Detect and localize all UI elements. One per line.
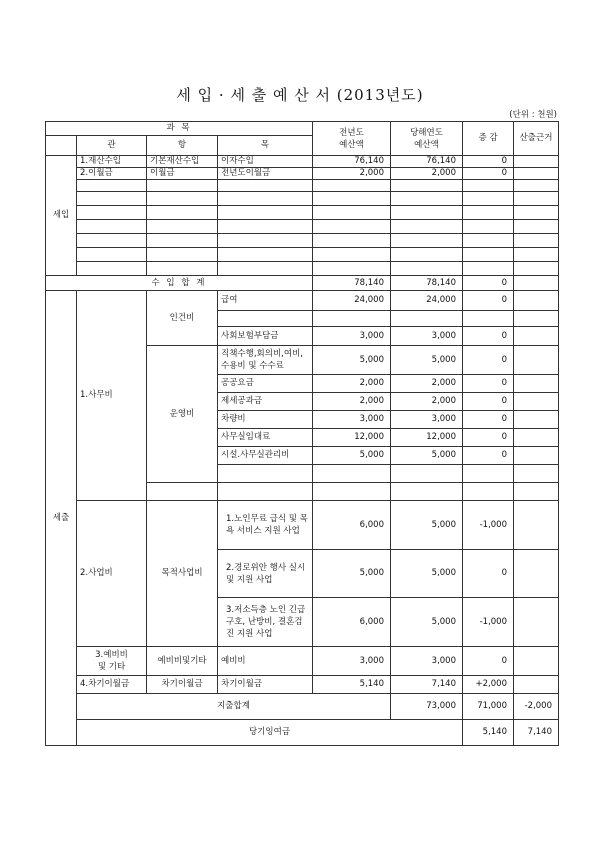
expense-curr-event: 5,000 bbox=[391, 550, 463, 598]
header-curr-year-line1: 당해연도 bbox=[410, 127, 443, 138]
empty-cell bbox=[77, 248, 147, 262]
revenue-total-diff: 0 bbox=[463, 276, 514, 291]
header-mok: 목 bbox=[218, 136, 313, 156]
empty-cell bbox=[463, 465, 514, 483]
header-change: 증 감 bbox=[463, 122, 514, 156]
empty-cell bbox=[463, 311, 514, 327]
expense-total-label: 지출합계 bbox=[77, 694, 391, 720]
surplus-prev: 5,140 bbox=[463, 720, 514, 746]
empty-cell bbox=[313, 483, 391, 501]
expense-mok-duty: 직책수행,회의비,여비,수용비 및 수수료 bbox=[218, 346, 313, 375]
header-prev-year bbox=[313, 122, 391, 156]
revenue-mok-1: 이자수입 bbox=[218, 156, 313, 168]
revenue-total-basis bbox=[514, 276, 559, 291]
expense-diff-salary: 0 bbox=[463, 291, 514, 311]
empty-cell bbox=[313, 262, 391, 276]
empty-cell bbox=[463, 483, 514, 501]
expense-diff-facility: 0 bbox=[463, 447, 514, 465]
expense-prev-tax: 2,000 bbox=[313, 393, 391, 411]
expense-prev-event: 5,000 bbox=[313, 550, 391, 598]
empty-cell bbox=[514, 327, 559, 346]
empty-cell bbox=[463, 192, 514, 206]
empty-cell bbox=[147, 220, 218, 234]
empty-cell bbox=[514, 234, 559, 248]
empty-cell bbox=[391, 248, 463, 262]
expense-total-prev: 73,000 bbox=[391, 694, 463, 720]
expense-diff-tax: 0 bbox=[463, 393, 514, 411]
revenue-basis-2 bbox=[514, 168, 559, 180]
empty-cell bbox=[218, 206, 313, 220]
revenue-basis-1 bbox=[514, 156, 559, 168]
expense-curr-meal: 5,000 bbox=[391, 501, 463, 550]
empty-cell bbox=[391, 465, 463, 483]
empty-cell bbox=[147, 234, 218, 248]
expense-mok-reserve: 예비비 bbox=[218, 647, 313, 676]
expense-diff-rent: 0 bbox=[463, 429, 514, 447]
unit-note: (단위 : 천원) bbox=[509, 110, 557, 120]
expense-curr-utility: 2,000 bbox=[391, 375, 463, 393]
revenue-diff-1: 0 bbox=[463, 156, 514, 168]
expense-hang-project: 목적사업비 bbox=[147, 501, 218, 647]
header-subject: 과 목 bbox=[46, 122, 313, 136]
empty-cell bbox=[514, 375, 559, 393]
empty-cell bbox=[147, 262, 218, 276]
empty-cell bbox=[77, 192, 147, 206]
expense-label: 세출 bbox=[46, 291, 77, 746]
expense-mok-vehicle: 차량비 bbox=[218, 411, 313, 429]
empty-cell bbox=[514, 346, 559, 375]
expense-mok-carry: 차기이월금 bbox=[218, 676, 313, 694]
revenue-prev-1: 76,140 bbox=[313, 156, 391, 168]
empty-cell bbox=[514, 393, 559, 411]
header-hang: 항 bbox=[147, 136, 218, 156]
expense-hang-operation: 운영비 bbox=[147, 346, 218, 483]
empty-cell bbox=[313, 180, 391, 192]
header-curr-year-line2: 예산액 bbox=[414, 139, 439, 150]
empty-cell bbox=[463, 248, 514, 262]
revenue-prev-2: 2,000 bbox=[313, 168, 391, 180]
expense-prev-vehicle: 3,000 bbox=[313, 411, 391, 429]
expense-prev-salary: 24,000 bbox=[313, 291, 391, 311]
expense-mok-insurance: 사회보험부담금 bbox=[218, 327, 313, 346]
empty-cell bbox=[463, 206, 514, 220]
empty-cell bbox=[147, 206, 218, 220]
expense-curr-salary: 24,000 bbox=[391, 291, 463, 311]
expense-mok-rent: 사무실임대료 bbox=[218, 429, 313, 447]
empty-cell bbox=[218, 180, 313, 192]
header-prev-year-line1: 전년도 bbox=[339, 127, 364, 138]
empty-cell bbox=[218, 234, 313, 248]
expense-diff-carry: +2,000 bbox=[463, 676, 514, 694]
header-prev-year-line2: 예산액 bbox=[339, 139, 364, 150]
empty-cell bbox=[514, 429, 559, 447]
expense-diff-utility: 0 bbox=[463, 375, 514, 393]
expense-gwan-project: 2.사업비 bbox=[77, 501, 147, 647]
expense-curr-relief: 5,000 bbox=[391, 598, 463, 647]
expense-prev-reserve: 3,000 bbox=[313, 647, 391, 676]
empty-cell bbox=[218, 192, 313, 206]
expense-diff-event: 0 bbox=[463, 550, 514, 598]
expense-mok-facility: 시설.사무실관리비 bbox=[218, 447, 313, 465]
empty-cell bbox=[313, 311, 391, 327]
empty-cell bbox=[391, 262, 463, 276]
empty-cell bbox=[391, 311, 463, 327]
expense-prev-duty: 5,000 bbox=[313, 346, 391, 375]
revenue-total-label: 수 입 합 계 bbox=[46, 276, 313, 291]
empty-cell bbox=[313, 192, 391, 206]
revenue-label: 세입 bbox=[46, 156, 77, 276]
empty-cell bbox=[514, 647, 559, 676]
expense-total-curr: 71,000 bbox=[463, 694, 514, 720]
empty-cell bbox=[218, 483, 313, 501]
empty-cell bbox=[463, 180, 514, 192]
empty-cell bbox=[463, 220, 514, 234]
empty-cell bbox=[391, 206, 463, 220]
empty-cell bbox=[77, 234, 147, 248]
expense-hang-carry: 차기이월금 bbox=[147, 676, 218, 694]
empty-cell bbox=[218, 248, 313, 262]
expense-prev-meal: 6,000 bbox=[313, 501, 391, 550]
expense-diff-insurance: 0 bbox=[463, 327, 514, 346]
header-curr-year bbox=[391, 122, 463, 156]
empty-cell bbox=[391, 483, 463, 501]
expense-curr-tax: 2,000 bbox=[391, 393, 463, 411]
empty-cell bbox=[514, 192, 559, 206]
empty-cell bbox=[313, 234, 391, 248]
empty-cell bbox=[147, 248, 218, 262]
revenue-diff-2: 0 bbox=[463, 168, 514, 180]
revenue-hang-2: 이월금 bbox=[147, 168, 218, 180]
empty-cell bbox=[514, 676, 559, 694]
empty-cell bbox=[313, 465, 391, 483]
empty-cell bbox=[514, 483, 559, 501]
expense-gwan-carry: 4.차기이월금 bbox=[77, 676, 147, 694]
empty-cell bbox=[77, 206, 147, 220]
expense-hang-personnel: 인건비 bbox=[147, 291, 218, 346]
empty-cell bbox=[514, 311, 559, 327]
expense-prev-insurance: 3,000 bbox=[313, 327, 391, 346]
empty-cell bbox=[313, 220, 391, 234]
revenue-hang-1: 기본재산수입 bbox=[147, 156, 218, 168]
expense-gwan-office: 1.사무비 bbox=[77, 291, 147, 501]
empty-cell bbox=[77, 220, 147, 234]
empty-cell bbox=[514, 248, 559, 262]
header-basis: 산출근거 bbox=[514, 122, 559, 156]
empty-cell bbox=[77, 180, 147, 192]
expense-prev-carry: 5,140 bbox=[313, 676, 391, 694]
empty-cell bbox=[391, 192, 463, 206]
expense-total-diff: -2,000 bbox=[514, 694, 559, 720]
header-gwan: 관 bbox=[77, 136, 147, 156]
surplus-label: 당기잉여금 bbox=[77, 720, 463, 746]
surplus-curr: 7,140 bbox=[514, 720, 559, 746]
expense-prev-relief: 6,000 bbox=[313, 598, 391, 647]
empty-cell bbox=[514, 550, 559, 598]
revenue-mok-2: 전년도이월금 bbox=[218, 168, 313, 180]
expense-hang-reserve: 예비비및기타 bbox=[147, 647, 218, 676]
expense-curr-vehicle: 3,000 bbox=[391, 411, 463, 429]
revenue-curr-1: 76,140 bbox=[391, 156, 463, 168]
expense-curr-carry: 7,140 bbox=[391, 676, 463, 694]
empty-cell bbox=[218, 262, 313, 276]
empty-cell bbox=[147, 192, 218, 206]
budget-table bbox=[45, 121, 559, 746]
revenue-total-prev: 78,140 bbox=[313, 276, 391, 291]
empty-cell bbox=[463, 234, 514, 248]
revenue-gwan-2: 2.이월금 bbox=[77, 168, 147, 180]
empty-cell bbox=[514, 291, 559, 311]
revenue-curr-2: 2,000 bbox=[391, 168, 463, 180]
expense-mok-tax: 제세공과금 bbox=[218, 393, 313, 411]
empty-cell bbox=[463, 262, 514, 276]
empty-cell bbox=[391, 234, 463, 248]
empty-cell bbox=[514, 220, 559, 234]
revenue-total-curr: 78,140 bbox=[391, 276, 463, 291]
empty-cell bbox=[391, 180, 463, 192]
empty-cell bbox=[514, 206, 559, 220]
empty-cell bbox=[218, 220, 313, 234]
expense-mok-event: 2.경로위안 행사 실시 및 지원 사업 bbox=[218, 550, 313, 598]
expense-prev-utility: 2,000 bbox=[313, 375, 391, 393]
expense-curr-reserve: 3,000 bbox=[391, 647, 463, 676]
empty-cell bbox=[514, 501, 559, 550]
expense-curr-facility: 5,000 bbox=[391, 447, 463, 465]
document-title: 세 입 · 세 출 예 산 서 (2013년도) bbox=[176, 86, 424, 104]
expense-gwan-reserve: 3.예비비 및 기타 bbox=[77, 647, 147, 676]
header-blank bbox=[46, 136, 77, 156]
empty-cell bbox=[147, 483, 218, 501]
empty-cell bbox=[514, 180, 559, 192]
expense-diff-relief: -1,000 bbox=[463, 598, 514, 647]
expense-diff-vehicle: 0 bbox=[463, 411, 514, 429]
empty-cell bbox=[514, 262, 559, 276]
expense-curr-insurance: 3,000 bbox=[391, 327, 463, 346]
empty-cell bbox=[313, 206, 391, 220]
expense-diff-reserve: 0 bbox=[463, 647, 514, 676]
expense-curr-rent: 12,000 bbox=[391, 429, 463, 447]
expense-prev-facility: 5,000 bbox=[313, 447, 391, 465]
expense-mok-utility: 공공요금 bbox=[218, 375, 313, 393]
expense-mok-meal: 1.노인무료 급식 및 목욕 서비스 지원 사업 bbox=[218, 501, 313, 550]
expense-mok-relief: 3.저소득층 노인 긴급구호, 난방비, 결혼검진 지원 사업 bbox=[218, 598, 313, 647]
empty-cell bbox=[77, 262, 147, 276]
empty-cell bbox=[514, 598, 559, 647]
expense-prev-rent: 12,000 bbox=[313, 429, 391, 447]
empty-cell bbox=[391, 220, 463, 234]
expense-diff-duty: 0 bbox=[463, 346, 514, 375]
expense-diff-meal: -1,000 bbox=[463, 501, 514, 550]
empty-cell bbox=[514, 447, 559, 465]
expense-curr-duty: 5,000 bbox=[391, 346, 463, 375]
empty-cell bbox=[218, 465, 313, 483]
empty-cell bbox=[514, 411, 559, 429]
empty-cell bbox=[313, 248, 391, 262]
empty-cell bbox=[147, 180, 218, 192]
expense-mok-salary: 급여 bbox=[218, 291, 313, 311]
empty-cell bbox=[514, 465, 559, 483]
revenue-gwan-1: 1.재산수입 bbox=[77, 156, 147, 168]
empty-cell bbox=[218, 311, 313, 327]
